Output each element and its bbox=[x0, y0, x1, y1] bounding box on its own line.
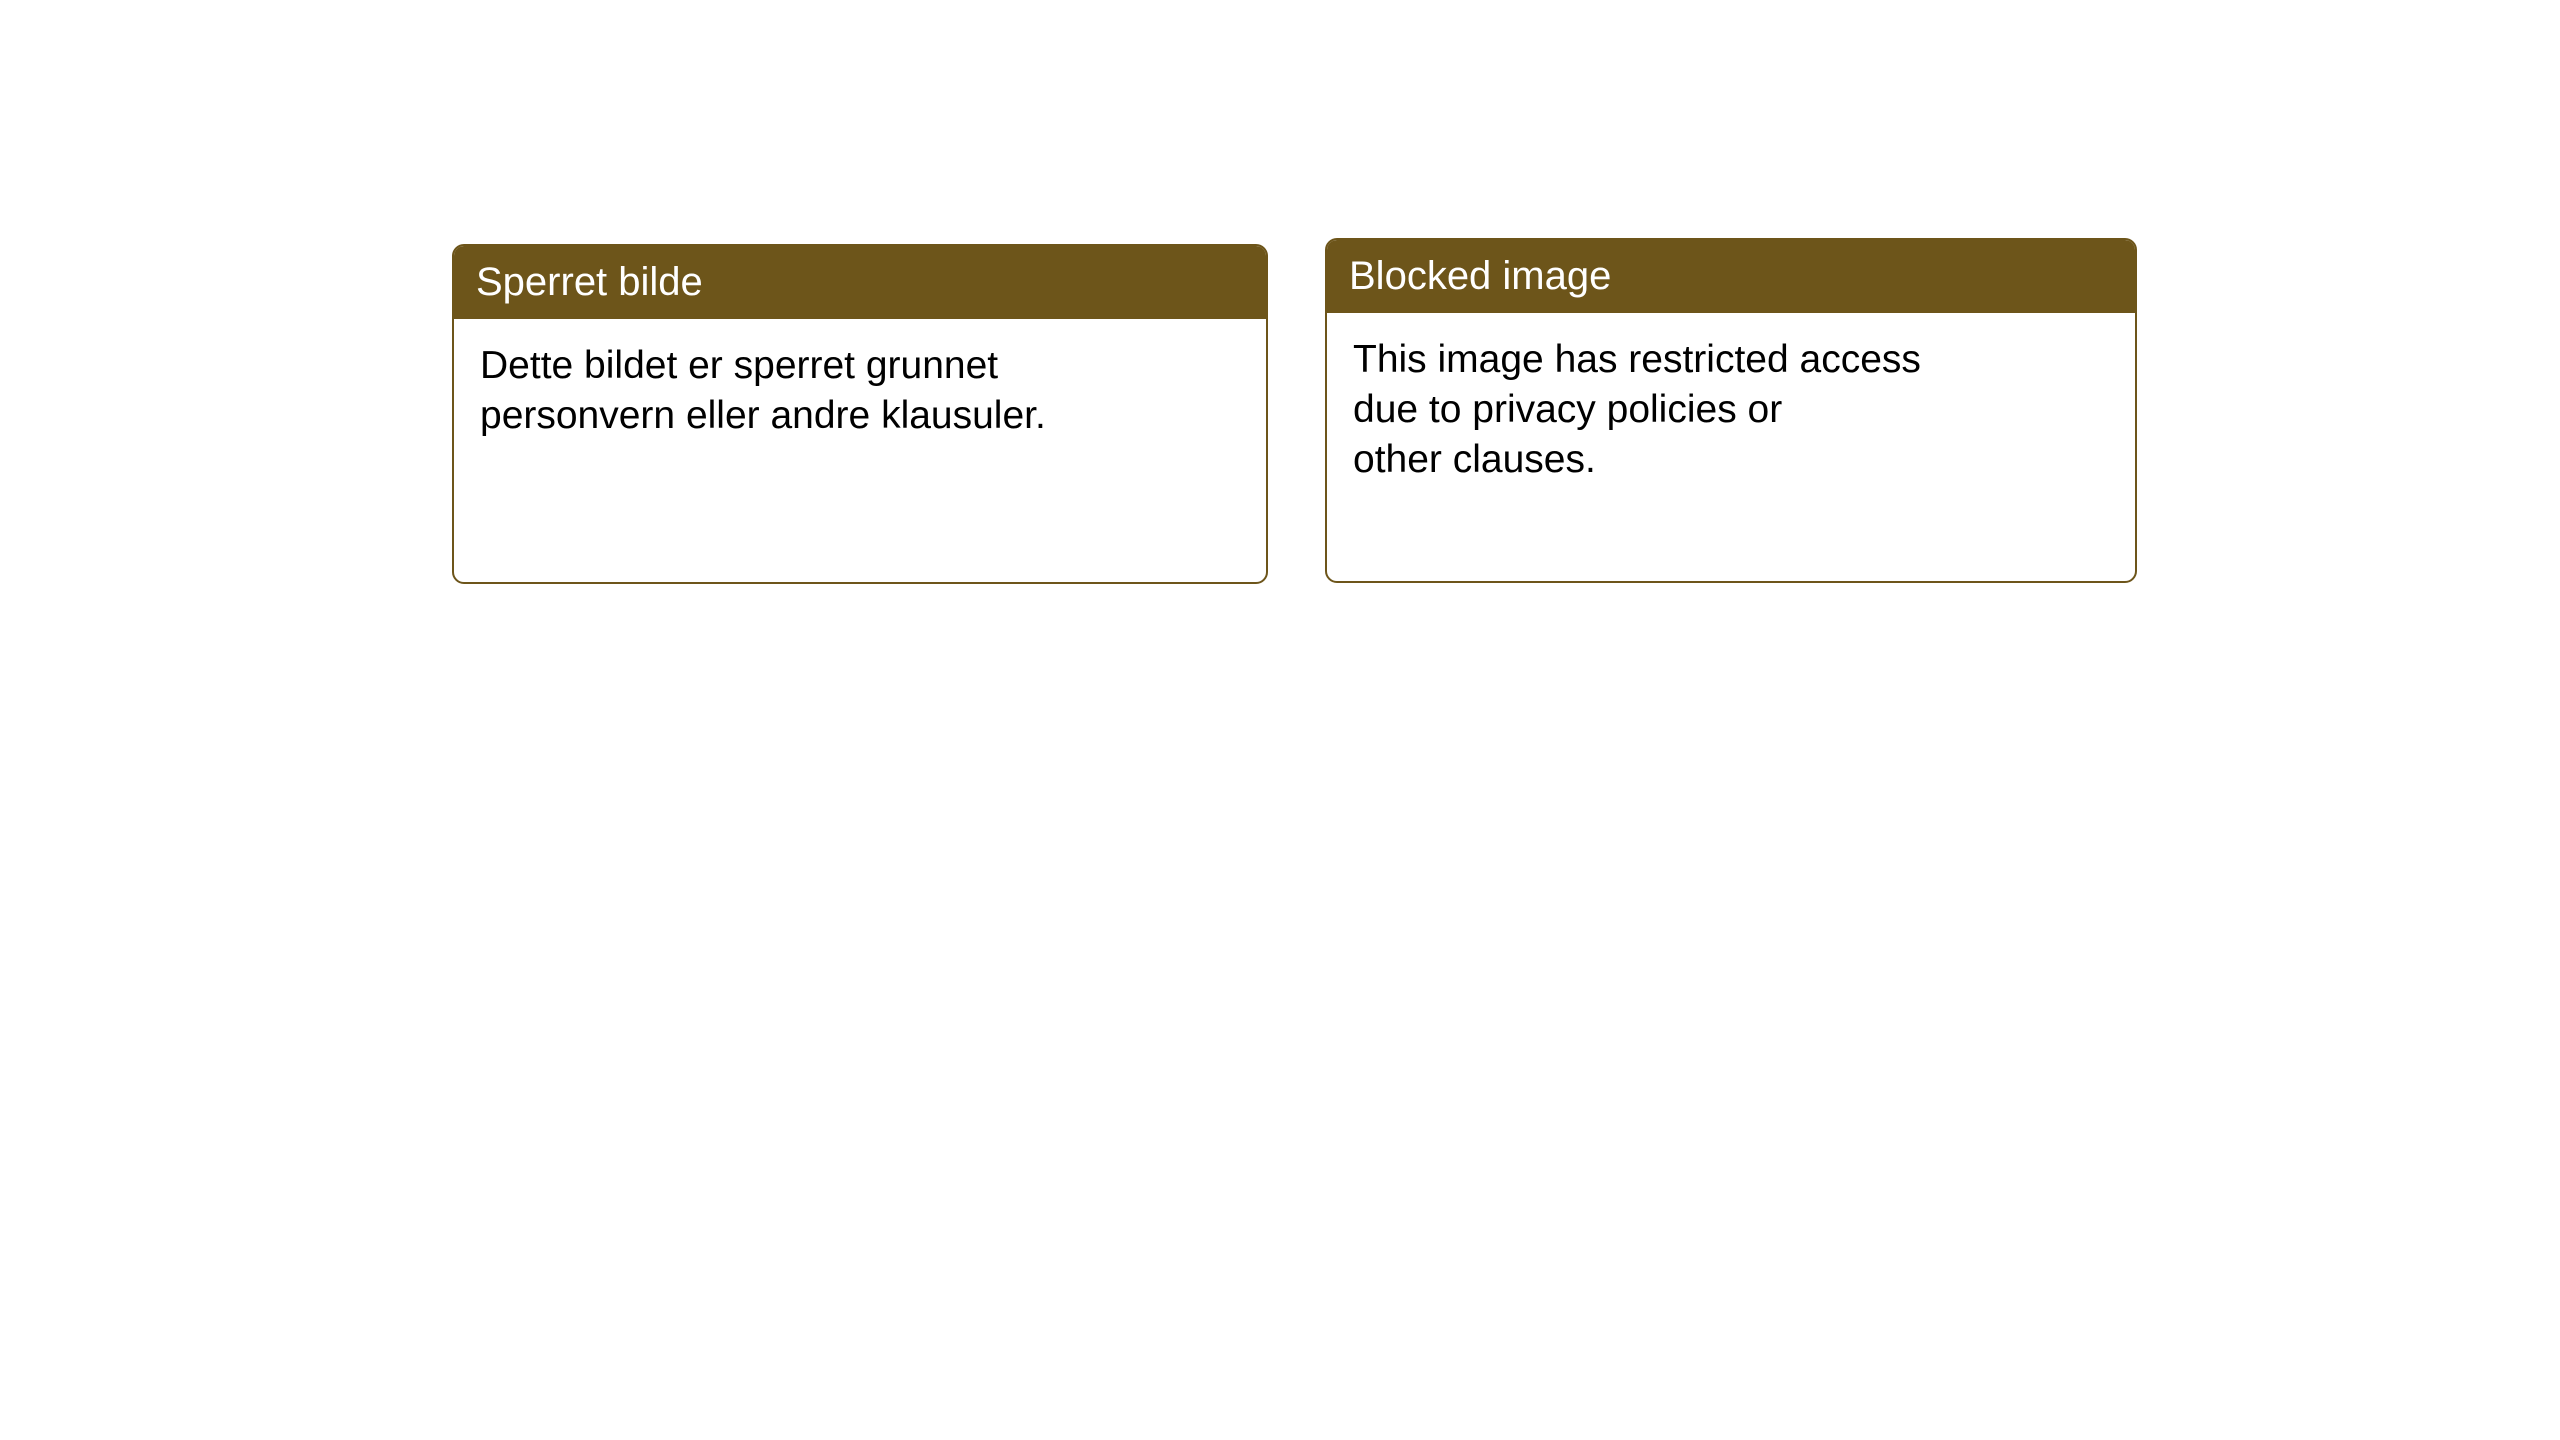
notice-body-line: due to privacy policies or bbox=[1353, 387, 1783, 431]
notice-body-line: other clauses. bbox=[1353, 437, 1596, 481]
notice-body-line: personvern eller andre klausuler. bbox=[480, 393, 1046, 437]
notice-body-no bbox=[454, 319, 1266, 441]
notice-body-line: Dette bildet er sperret grunnet bbox=[480, 344, 999, 387]
notice-body-line: This image has restricted access bbox=[1353, 338, 1921, 381]
blocked-image-notice-en bbox=[1325, 238, 2137, 583]
notice-title-en: Blocked image bbox=[1327, 240, 2135, 313]
notice-title-no: Sperret bilde bbox=[454, 246, 1266, 319]
notice-body-en bbox=[1327, 313, 2135, 485]
blocked-image-notice-no bbox=[452, 244, 1268, 584]
